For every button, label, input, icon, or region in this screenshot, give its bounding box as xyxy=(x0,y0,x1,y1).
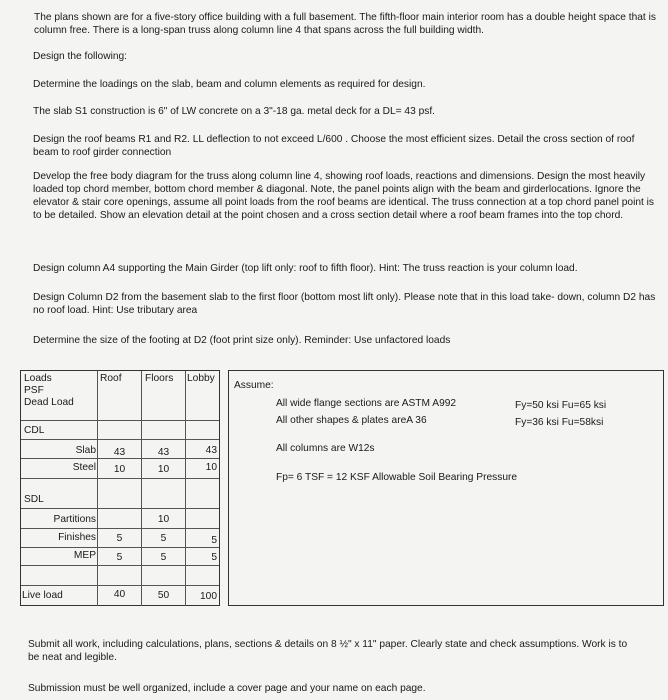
live-roof: 40 xyxy=(113,589,126,600)
assume-other-shapes: All other shapes & plates areA 36 xyxy=(276,415,427,426)
intro-paragraph: The plans shown are for a five-story office building with a full basement. The fifth-floor main interior room has a double height space that is column free. There is a long-span truss along column line 4 that spans across the full building width. xyxy=(34,12,656,36)
task-column-d2: Design Column D2 from the basement slab to the first floor (bottom most lift only). Please note that in this load take- down, column D2 has no roof load. Hint: Use tributary area xyxy=(33,292,656,316)
header-lobby: Lobby xyxy=(187,373,215,384)
finishes-floors: 5 xyxy=(160,533,167,544)
row-dead-load: Dead Load xyxy=(24,397,74,408)
task-slab: The slab S1 construction is 6" of LW concrete on a 3"-18 ga. metal deck for a DL= 43 psf. xyxy=(33,106,436,117)
task-loadings: Determine the loadings on the slab, beam and column elements as required for design. xyxy=(33,79,426,90)
live-load-label: Live load xyxy=(22,590,63,601)
steel-roof: 10 xyxy=(113,464,126,475)
finishes-roof: 5 xyxy=(116,533,123,544)
mep-label: MEP xyxy=(73,550,96,561)
steel-label: Steel xyxy=(72,462,96,473)
header-floors: Floors xyxy=(145,373,174,384)
row-cdl: CDL xyxy=(24,425,45,436)
slab-lobby: 43 xyxy=(205,445,217,456)
slab-roof: 43 xyxy=(113,447,126,458)
assume-soil-bearing: Fp= 6 TSF = 12 KSF Allowable Soil Bearing Pressure xyxy=(276,472,518,483)
live-floors: 50 xyxy=(157,590,170,601)
header-psf: PSF xyxy=(24,385,44,396)
partitions-floors: 10 xyxy=(157,514,170,525)
finishes-lobby: 5 xyxy=(211,535,217,546)
submit-instructions: Submit all work, including calculations, plans, sections & details on 8 ½" x 11" paper. Clearly state and check assumptions. Work is to be neat and legible. xyxy=(28,639,628,663)
task-column-a4: Design column A4 supporting the Main Girder (top lift only: roof to fifth floor). Hint: The truss reaction is your column load. xyxy=(33,263,578,274)
header-roof: Roof xyxy=(100,373,122,384)
assume-columns: All columns are W12s xyxy=(276,443,375,454)
assume-wide-flange: All wide flange sections are ASTM A992 xyxy=(276,398,457,409)
row-sdl: SDL xyxy=(24,494,44,505)
partitions-label: Partitions xyxy=(53,514,96,525)
header-loads: Loads xyxy=(24,373,52,384)
assume-other-shapes-props: Fy=36 ksi Fu=58ksi xyxy=(515,417,604,428)
task-truss: Develop the free body diagram for the truss along column line 4, showing roof loads, reactions and dimensions. Design the most heavily loaded top chord member, bottom chord member & diagonal. Note, the panel points align with the beam and girderlocations. Ignore the elevator & stair core openings, assume all point loads from the roof beams are identical. The truss connection at a top chord panel point is to be detailed. Show an elevation detail at the point chosen and a cross section detail where a roof beam frames into the top chord. xyxy=(33,171,655,221)
design-following-heading: Design the following: xyxy=(33,51,128,62)
task-footing: Determine the size of the footing at D2 (foot print size only). Reminder: Use unfactored loads xyxy=(33,335,451,346)
slab-floors: 43 xyxy=(157,447,170,458)
steel-floors: 10 xyxy=(157,464,170,475)
finishes-label: Finishes xyxy=(58,532,96,543)
assume-title: Assume: xyxy=(234,380,274,391)
slab-label: Slab xyxy=(75,445,96,456)
assume-box xyxy=(228,370,664,606)
submission-note: Submission must be well organized, include a cover page and your name on each page. xyxy=(28,683,426,694)
assume-wide-flange-props: Fy=50 ksi Fu=65 ksi xyxy=(515,400,607,411)
mep-floors: 5 xyxy=(160,552,167,563)
mep-roof: 5 xyxy=(116,552,123,563)
task-roof-beams: Design the roof beams R1 and R2. LL deflection to not exceed L/600 . Choose the most efficient sizes. Detail the cross section of roof beam to roof girder connection xyxy=(33,134,635,158)
live-lobby: 100 xyxy=(200,591,217,602)
mep-lobby: 5 xyxy=(211,552,217,563)
loads-table xyxy=(20,370,220,606)
steel-lobby: 10 xyxy=(205,462,217,473)
